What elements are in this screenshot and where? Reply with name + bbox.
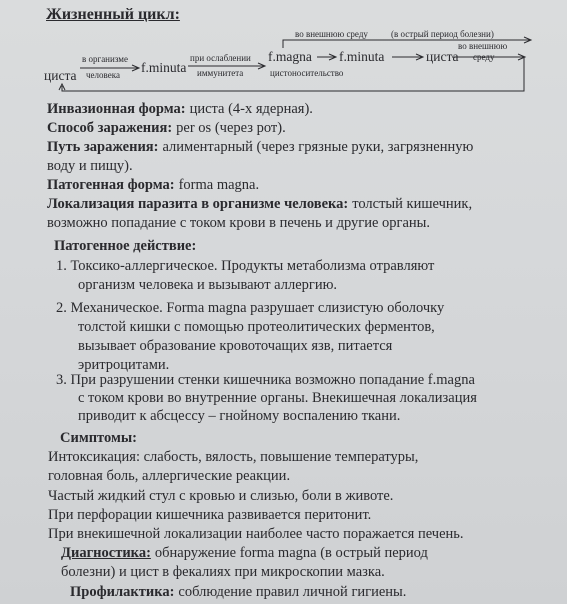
scheme-cyst-end: циста <box>426 49 459 64</box>
line-symptom-intoxication-cont: головная боль, аллергические реакции. <box>48 468 291 484</box>
scheme-top-note: (в острый период болезни) <box>391 29 494 39</box>
list-item-1: 1. Токсико-аллергическое. Продукты метаболизма отравляют <box>56 258 435 274</box>
list-item-2-cont-2: вызывает образование кровоточащих язв, питается <box>78 338 393 354</box>
scheme-arrow1-top: в организме <box>82 54 128 64</box>
line-infection-path: Путь заражения: алиментарный (через грязные руки, загрязненную <box>47 139 474 155</box>
line-prevention: Профилактика: соблюдение правил личной гигиены. <box>70 584 407 600</box>
line-invasive-form: Инвазионная форма: циста (4-х ядерная). <box>47 101 313 117</box>
scheme-minuta-1: f.minuta <box>141 60 187 75</box>
line-infection-path-cont: воду и пищу). <box>47 158 133 174</box>
scheme-carrier: цистоносительство <box>270 68 344 78</box>
scheme-minuta-2: f.minuta <box>339 49 385 64</box>
scheme-magna: f.magna <box>268 49 312 64</box>
line-symptom-perforation: При перфорации кишечника развивается перитонит. <box>48 507 372 523</box>
line-diagnostics-cont: болезни) и цист в фекалиях при микроскопии мазка. <box>61 564 385 580</box>
scheme-right-top: во внешнюю <box>458 41 508 51</box>
list-item-1-cont: организм человека и вызывают аллергию. <box>78 277 338 293</box>
list-item-2-cont-3: эритроцитами. <box>78 357 170 373</box>
scheme-arrow2-bottom: иммунитета <box>197 68 244 78</box>
list-item-3-cont-2: приводит к абсцессу – гнойному воспалению ткани. <box>78 408 401 424</box>
scheme-right-bottom: среду <box>473 52 495 62</box>
list-item-2-cont-1: толстой кишки с помощью протеолитических ферментов, <box>78 319 435 335</box>
line-localization-cont: возможно попадание с током крови в печень и другие органы. <box>47 215 431 231</box>
line-symptoms-heading: Симптомы: <box>60 430 137 446</box>
scheme-arrow1-bottom: человека <box>86 70 120 80</box>
scheme-top-route: во внешнюю среду <box>295 29 368 39</box>
line-pathogenic-form: Патогенная форма: forma magna. <box>47 177 260 193</box>
scheme-arrow2-top: при ослаблении <box>190 53 251 63</box>
line-diagnostics: Диагностика: обнаружение forma magna (в острый период <box>61 545 428 561</box>
line-symptom-liver: При внекишечной локализации наиболее часто поражается печень. <box>48 526 464 542</box>
line-infection-method: Способ заражения: per os (через рот). <box>47 120 286 136</box>
line-symptom-stool: Частый жидкий стул с кровью и слизью, боли в животе. <box>48 488 394 504</box>
list-item-3-cont-1: с током крови во внутренние органы. Внекишечная локализация <box>78 390 477 406</box>
line-localization: Локализация паразита в организме человека: толстый кишечник, <box>47 196 473 212</box>
list-item-3: 3. При разрушении стенки кишечника возможно попадание f.magna <box>56 372 475 388</box>
line-pathogenic-action: Патогенное действие: <box>54 238 197 254</box>
life-cycle-heading: Жизненный цикл: <box>46 6 180 23</box>
line-symptom-intoxication: Интоксикация: слабость, вялость, повышение температуры, <box>48 449 419 465</box>
list-item-2: 2. Механическое. Forma magna разрушает слизистую оболочку <box>56 300 445 316</box>
scheme-cyst-start: циста <box>44 68 77 83</box>
